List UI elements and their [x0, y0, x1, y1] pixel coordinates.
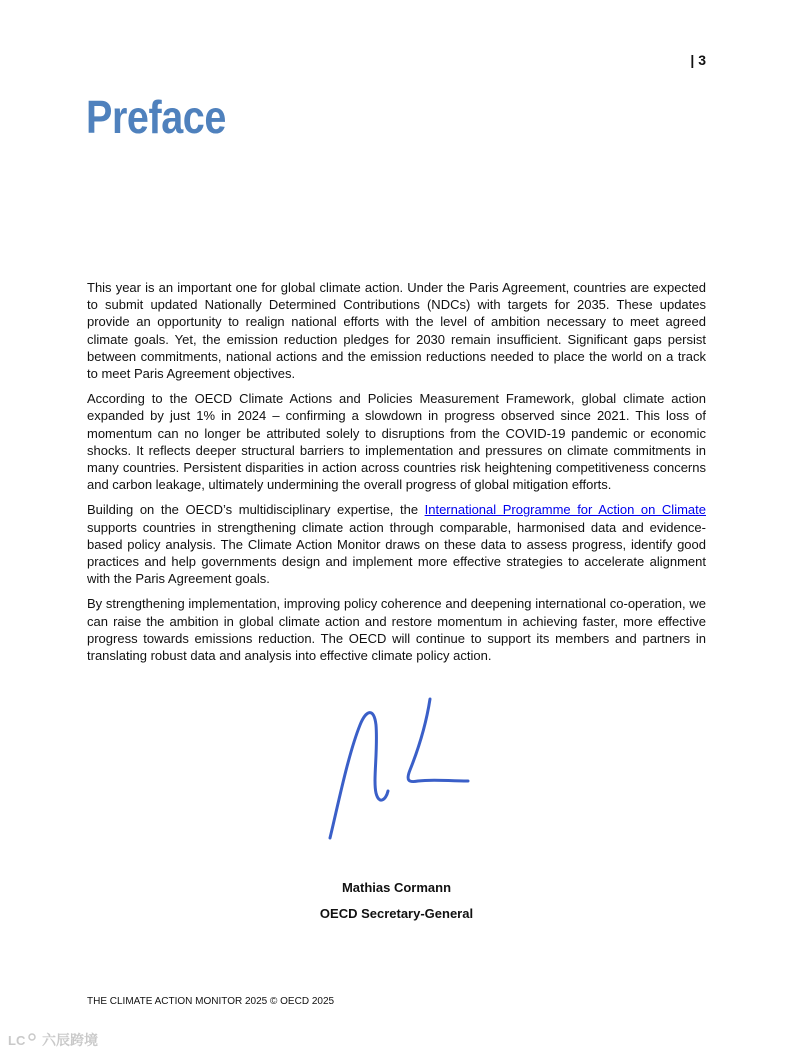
paragraph-3	[87, 501, 706, 587]
paragraph-4: By strengthening implementation, improving policy coherence and deepening international co-operation, we can raise the ambition in global climate action and restore momentum in achieving faster, more effective progress towards emissions reduction. The OECD will continue to support its members and partners in translating robust data and analysis into effective climate policy action.	[87, 596, 706, 664]
ipac-link[interactable]: International Programme for Action on Climate	[424, 502, 706, 518]
paragraph-3-lead: Building on the OECD’s multidisciplinary expertise, the	[87, 502, 425, 518]
signer-title: OECD Secretary-General	[319, 906, 474, 921]
page-footer: THE CLIMATE ACTION MONITOR 2025 © OECD 2025	[87, 996, 335, 1007]
paragraph-2: According to the OECD Climate Actions and Policies Measurement Framework, global climate action expanded by just 1% in 2024 – confirming a slowdown in progress observed since 2021. This loss of momentum can no longer be attributed solely to disruptions from the COVID-19 pandemic or economic shocks. It reflects deeper structural barriers to implementation and pressures on climate commitments in many countries. Persistent disparities in action across countries risk heightening competitiveness concerns and carbon leakage, ultimately undermining the overall progress of global mitigation efforts.	[87, 391, 706, 493]
preface-body	[87, 279, 706, 672]
page-number: | 3	[690, 52, 706, 68]
paragraph-3-rest: supports countries in strengthening climate action through comparable, harmonised data and evidence-based policy analysis. The Climate Action Monitor draws on these data to assess progress, identify good practices and help governments design and implement more effective strategies to accelerate alignment with the Paris Agreement goals.	[87, 519, 706, 587]
handwritten-signature	[318, 695, 478, 845]
watermark-logo-icon	[8, 1032, 36, 1048]
watermark-text: 六辰跨境	[42, 1032, 98, 1048]
signer-name: Mathias Cormann	[341, 880, 452, 895]
svg-text:LC: LC	[8, 1033, 26, 1048]
watermark	[8, 1030, 98, 1050]
page-title: Preface	[86, 91, 226, 143]
signature-stroke-right	[408, 699, 468, 782]
paragraph-1: This year is an important one for global climate action. Under the Paris Agreement, countries are expected to submit updated Nationally Determined Contributions (NDCs) with targets for 2035. These updates provide an opportunity to realign national efforts with the level of ambition necessary to meet agreed climate goals. Yet, the emission reduction pledges for 2030 remain insufficient. Significant gaps persist between commitments, national actions and the emission reductions needed to place the world on a track to meet Paris Agreement objectives.	[87, 280, 706, 382]
signature-stroke-left	[330, 713, 388, 838]
